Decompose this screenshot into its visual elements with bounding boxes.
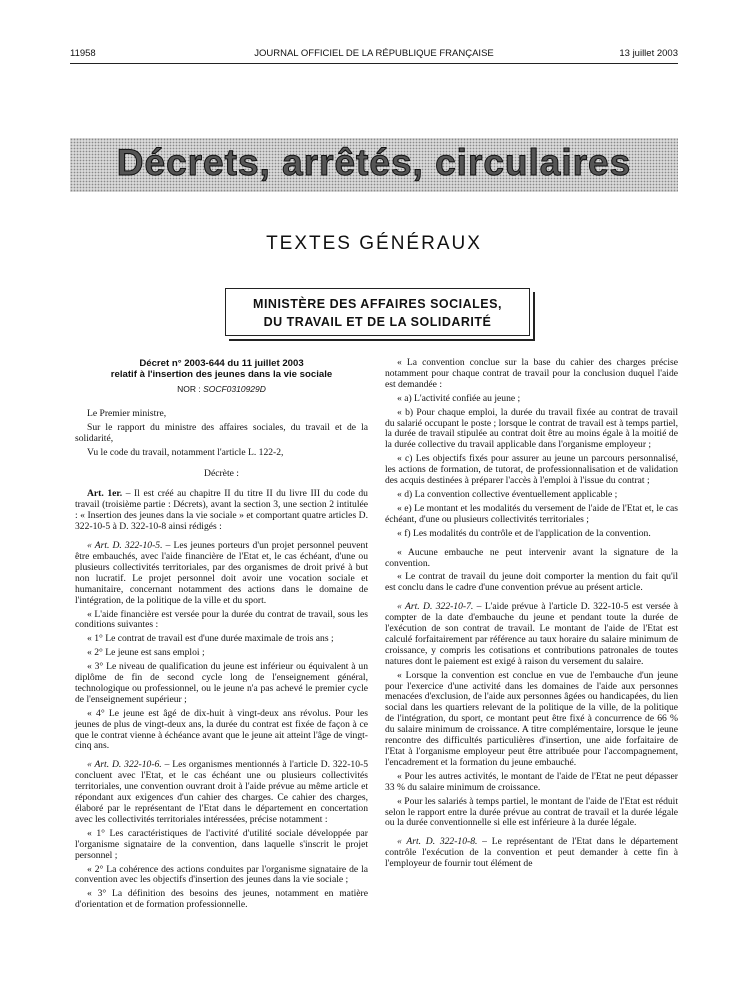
- paragraph: « Pour les autres activités, le montant de l'aide de l'Etat ne peut dépasser 33 % du salaire minimum de croissance.: [385, 770, 678, 793]
- list-item: « 2° Le jeune est sans emploi ;: [87, 647, 205, 659]
- article-d322-10-6: [75, 760, 368, 825]
- article-d322-10-7: [385, 602, 678, 667]
- paragraph: « Lorsque la convention est conclue en vue de l'embauche d'un jeune pour l'exercice d'une activité dans les domaines de l'aide aux personnes menacées d'exclusion, de l'aide aux personnes âgées ou handicapées, du lien social dans les quartiers relevant de la politique de la ville, de la politique de l'intégration, du sport, ce montant peut être fixé à concurrence de 66 % du salaire minimum de croissance. A titre complémentaire, lorsque le jeune rencontre des difficultés particulières d'insertion, une aide forfaitaire de l'Etat à l'organisme employeur peut être attribuée pour l'accompagnement, l'encadrement et la formation du jeune embauché.: [385, 669, 678, 768]
- paragraph: « Le contrat de travail du jeune doit comporter la mention du fait qu'il est conclu dans le cadre d'une convention prévue au présent article.: [385, 571, 678, 594]
- article-text: – Les jeunes porteurs d'un projet personnel peuvent être embauchés, avec l'aide financière de l'Etat et, le cas échéant, d'une ou plusieurs collectivités territoriales, par des organismes de droit privé à but non lucratif. Le projet personnel doit avoir une vocation sociale et humanitaire, concernant notamment des actions dans le domaine de l'intégration, de la politique de la ville et du sport.: [75, 540, 368, 606]
- section-title: TEXTES GÉNÉRAUX: [266, 233, 482, 254]
- article-label: « Art. D. 322-10-6.: [87, 759, 162, 771]
- ministry-line-1: MINISTÈRE DES AFFAIRES SOCIALES,: [253, 297, 502, 311]
- article-label: « Art. D. 322-10-5.: [87, 540, 163, 552]
- paragraph: « La convention conclue sur la base du cahier des charges précise notamment pour chaque contrat de travail pour la conclusion duquel l'aide est demandée :: [385, 357, 678, 390]
- page-number: 11958: [70, 48, 96, 59]
- list-item: « 2° La cohérence des actions conduites par l'organisme signataire de la convention avec les objectifs d'insertion des jeunes dans la vie sociale ;: [75, 863, 368, 886]
- section-banner: [70, 138, 678, 192]
- decree-title-line-2: relatif à l'insertion des jeunes dans la vie sociale: [110, 369, 333, 380]
- article-d322-10-5: [75, 541, 368, 606]
- decrete-heading: Décrète :: [204, 467, 239, 479]
- banner-title: Décrets, arrêtés, circulaires: [116, 142, 632, 183]
- decree-title: [75, 358, 368, 380]
- right-column: [385, 358, 678, 873]
- nor-code: SOCF0310929D: [203, 384, 266, 394]
- paragraph: « Pour les salariés à temps partiel, le montant de l'aide de l'Etat est réduit selon le rapport entre la durée prévue au contrat de travail et la durée légale ou la durée conventionnelle si elle est inférieure à la durée légale.: [385, 795, 678, 829]
- paragraph: « Aucune embauche ne peut intervenir avant la signature de la convention.: [385, 546, 678, 569]
- list-item: « 4° Le jeune est âgé de dix-huit à vingt-deux ans révolus. Pour les jeunes de plus de vingt-deux ans, la durée du contrat est fixée de façon à ce que le contrat vienne à échéance avant que le jeune ait atteint l'âge de vingt-cinq ans.: [75, 707, 368, 752]
- list-item: « 3° La définition des besoins des jeunes, notamment en matière d'orientation et de formation professionnelle.: [75, 888, 368, 911]
- header-rule: [70, 63, 678, 64]
- decree-title-line-1: Décret n° 2003-644 du 11 juillet 2003: [139, 358, 304, 369]
- left-column: [75, 358, 368, 914]
- nor-reference: [75, 384, 368, 395]
- list-item: « c) Les objectifs fixés pour assurer au jeune un parcours personnalisé, les actions de formation, de tutorat, de professionnalisation et de validation des acquis destinées à préparer l'accès à l'emploi à l'issue du contrat ;: [385, 453, 678, 487]
- ministry-line-2: DU TRAVAIL ET DE LA SOLIDARITÉ: [263, 315, 492, 329]
- list-item: « d) La convention collective éventuellement applicable ;: [397, 488, 618, 500]
- article-label: « Art. D. 322-10-8.: [397, 836, 478, 848]
- list-item: « 1° Le contrat de travail est d'une durée maximale de trois ans ;: [87, 633, 334, 645]
- list-item: « b) Pour chaque emploi, la durée du travail fixée au contrat de travail du salarié occupant le poste ; lorsque le contrat de travail est à temps partiel, la durée de travail stipulée au contrat doit être au moins égale à la moitié de la durée collective du travail applicable dans l'organisme employeur ;: [385, 406, 678, 451]
- paragraph: Le Premier ministre,: [87, 407, 167, 419]
- list-item: « e) Le montant et les modalités du versement de l'aide de l'Etat et, le cas échéant, d'une ou plusieurs collectivités territoriales ;: [385, 502, 678, 525]
- nor-label: NOR :: [177, 384, 204, 394]
- issue-date: 13 juillet 2003: [619, 48, 678, 59]
- running-header: [70, 48, 678, 62]
- article-d322-10-8: [385, 837, 678, 870]
- article-text: – Les organismes mentionnés à l'article D. 322-10-5 concluent avec l'Etat, et le cas échéant une ou plusieurs collectivités territoriales, une convention ouvrant droit à l'aide prévue au même article et répondant aux exigences d'un cahier des charges. Ce cahier des charges, élaboré par le représentant de l'Etat dans le département en concertation avec les collectivités territoriales intéressées, précise notamment :: [75, 759, 368, 825]
- paragraph: Vu le code du travail, notamment l'article L. 122-2,: [87, 446, 284, 458]
- list-item: « 1° Les caractéristiques de l'activité d'utilité sociale développée par l'organisme signataire de la convention, dans laquelle s'inscrit le projet personnel ;: [75, 827, 368, 861]
- article-text: – Il est créé au chapitre II du titre II du livre III du code du travail (troisième partie : Décrets), avant la section 3, une section 2 intitulée : « Insertion des jeunes dans la vie sociale » et comportant quatre articles D. 322-10-5 à D. 322-10-8 ainsi rédigés :: [75, 488, 368, 533]
- article-label: « Art. D. 322-10-7.: [397, 601, 474, 613]
- paragraph: Sur le rapport du ministre des affaires sociales, du travail et de la solidarité,: [75, 421, 368, 444]
- list-item: « f) Les modalités du contrôle et de l'application de la convention.: [397, 527, 651, 539]
- ministry-box: [225, 288, 530, 336]
- article-1: [75, 489, 368, 533]
- article-text: – L'aide prévue à l'article D. 322-10-5 est versée à compter de la date d'embauche du jeune et pendant toute la durée de l'exécution de son contrat de travail. Le montant de l'aide de l'Etat est calculé forfaitairement par référence au taux horaire du salaire minimum de croissance, y compris les cotisations et contributions patronales de toutes natures dont le paiement est exigé à raison du versement du salaire.: [385, 601, 679, 667]
- article-label: Art. 1er.: [87, 488, 123, 500]
- list-item: « 3° Le niveau de qualification du jeune est inférieur ou équivalent à un diplôme de fin de second cycle long de l'enseignement général, technologique ou professionnel, ou le jeune n'a pas achevé le premier cycle de l'enseignement supérieur ;: [75, 661, 368, 705]
- journal-title: JOURNAL OFFICIEL DE LA RÉPUBLIQUE FRANÇAISE: [254, 48, 494, 59]
- paragraph: « L'aide financière est versée pour la durée du contrat de travail, sous les conditions suivantes :: [75, 608, 368, 631]
- article-text: – Le représentant de l'Etat dans le département contrôle l'exécution de la convention et peut demander à cette fin à l'employeur de fournir tout élément de: [385, 836, 678, 870]
- list-item: « a) L'activité confiée au jeune ;: [397, 392, 521, 404]
